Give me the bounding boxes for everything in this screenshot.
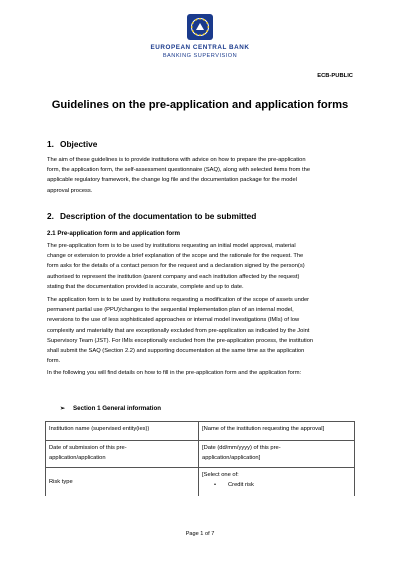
text-line: authorised to represent the institution (parent company and each institution affected by the request) [47, 273, 300, 280]
table-cell [199, 422, 354, 440]
text-line: reversions to the use of less sophisticated approaches or internal model investigations (IMIs) of low [47, 317, 300, 324]
cell-text: application/application [49, 455, 106, 461]
general-information-table [45, 421, 355, 496]
section-1-paragraph [47, 155, 353, 196]
table-cell [199, 468, 354, 496]
bullet-dot-icon: • [214, 482, 217, 488]
text-line: The aim of these guidelines is to provide institutions with advice on how to prepare the pre-application [47, 157, 306, 163]
page-number: Page 1 of 7 [185, 531, 215, 537]
table-cell [46, 441, 199, 467]
text-line: form, the application form, the self-assessment questionnaire (SAQ), along with selected items from the [47, 167, 311, 174]
table-cell [46, 468, 199, 496]
section-1-heading [47, 139, 97, 149]
org-name: EUROPEAN CENTRAL BANK [150, 44, 250, 51]
section-2-number: 2. [47, 211, 54, 221]
text-line: Supervisory Team (JST). For IMIs exceptionally excluded from the pre-application process, the institution [47, 337, 314, 344]
table-row [45, 467, 355, 496]
table-cell [199, 441, 354, 467]
section-2-heading [47, 211, 256, 221]
text-line: approval process. [47, 187, 93, 194]
application-paragraph [47, 295, 353, 366]
cell-text: [Name of the institution requesting the approval] [202, 426, 325, 432]
table-cell [46, 422, 199, 440]
text-line: The application form is to be used by institutions requesting a modification of the scope of assets under [47, 297, 310, 303]
ecb-emblem-icon [185, 13, 215, 41]
text-line: complexity and materiality that are exceptionally excluded from pre-application as indicated by the Joint [47, 327, 310, 334]
risk-type-option [202, 480, 351, 490]
section-1-general-info-bullet [60, 405, 161, 412]
instructions-paragraph [47, 368, 353, 378]
cell-text: Risk type [49, 479, 73, 485]
subsection-2-1-heading: 2.1 Pre-application form and application form [47, 230, 181, 237]
text-line: permanent partial use (PPU)/changes to the sequential implementation plan of an internal model, [47, 307, 294, 314]
text-line: form asks for the details of a contact person for the request and a declaration signed by the person(s) [47, 263, 305, 270]
cell-text: [Select one of: [202, 472, 239, 478]
cell-text: Institution name (supervised entity(ies)) [49, 426, 150, 432]
table-row [45, 421, 355, 440]
cell-text: [Date (dd/mm/yyyy) of this pre- [202, 445, 281, 451]
text-line: shall submit the SAQ (Section 2.2) and supporting documentation at the same time as the application [47, 348, 305, 355]
arrow-bullet-icon: ➢ [60, 405, 66, 412]
text-line: form. [47, 358, 61, 365]
pre-application-paragraph [47, 241, 353, 292]
text-line: change or extension to provide a brief explanation of the scope and the rationale for the request. The [47, 253, 304, 260]
cell-text: application/application] [202, 455, 261, 461]
section-1-title: Objective [60, 139, 98, 149]
text-line: The pre-application form is to be used by institutions requesting an initial model approval, material [47, 243, 296, 249]
ecb-logo [0, 13, 400, 41]
text-line: stating that the documentation provided is accurate, complete and up to date. [47, 283, 244, 290]
section-1-number: 1. [47, 139, 54, 149]
cell-text: Date of submission of this pre- [49, 445, 127, 451]
classification-label: ECB-PUBLIC [317, 73, 353, 79]
section-2-title: Description of the documentation to be submitted [60, 211, 257, 221]
option-label: Credit risk [228, 482, 254, 488]
org-subtitle: BANKING SUPERVISION [162, 53, 238, 59]
text-line: In the following you will find details on how to fill in the pre-application form and the application form: [47, 370, 302, 376]
document-title: Guidelines on the pre-application and application forms [51, 99, 349, 111]
bullet-label: Section 1 General information [73, 405, 162, 412]
table-row [45, 440, 355, 467]
text-line: applicable regulatory framework, the change log file and the documentation package for the model [47, 177, 297, 184]
